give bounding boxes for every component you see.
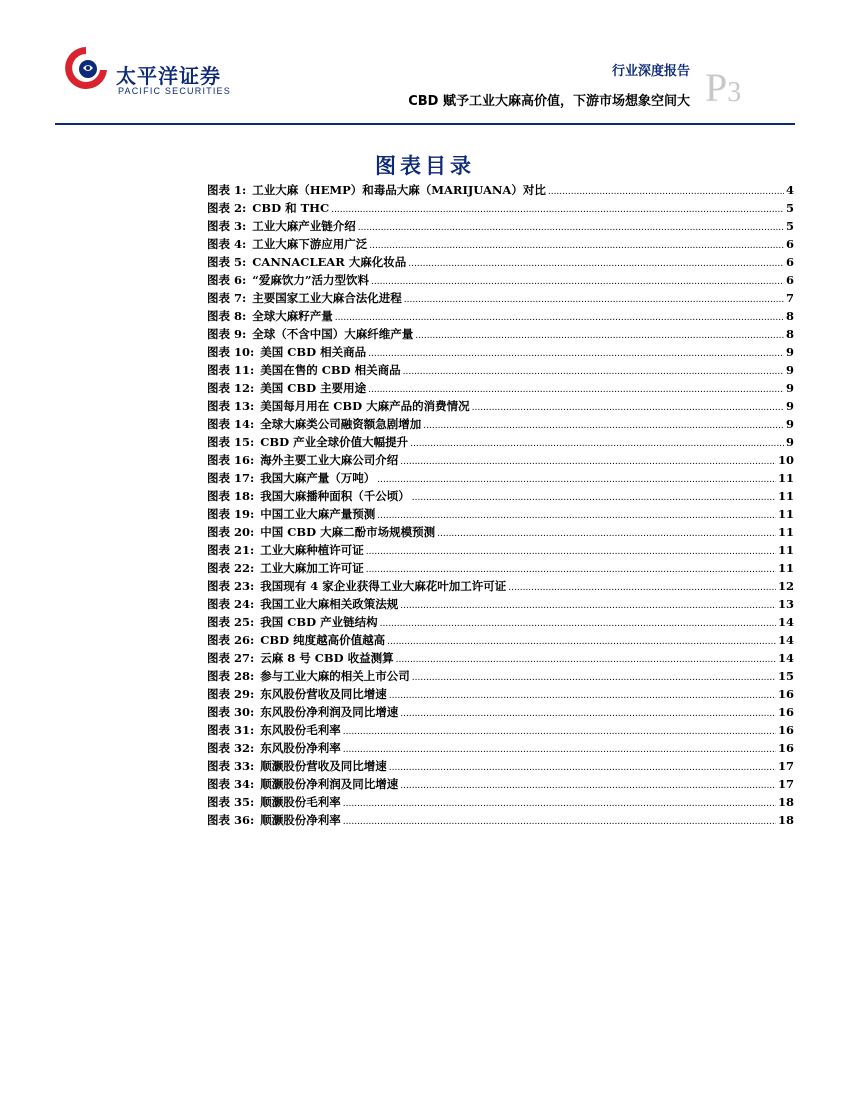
pacific-securities-logo-icon — [62, 44, 110, 92]
toc-dot-leader — [387, 633, 776, 651]
toc-entry[interactable] — [207, 343, 794, 361]
toc-dot-leader — [389, 687, 776, 705]
toc-dot-leader — [366, 543, 776, 561]
toc-entry-label: 图表 27: — [207, 651, 255, 665]
toc-entry-label: 图表 13: — [207, 399, 255, 413]
toc-dot-leader — [400, 777, 776, 795]
toc-entry[interactable] — [207, 451, 794, 469]
toc-entry[interactable] — [207, 307, 794, 325]
toc-entry-label: 图表 30: — [207, 705, 255, 719]
toc-dot-leader — [415, 327, 784, 345]
toc-dot-leader — [343, 741, 776, 759]
toc-entry-title: 美国 CBD 相关商品 — [260, 345, 367, 359]
toc-dot-leader — [412, 669, 776, 687]
toc-entry-page: 8 — [785, 309, 794, 323]
toc-dot-leader — [343, 813, 776, 831]
toc-entry-title: 东风股份毛利率 — [260, 723, 341, 737]
page-digit: 3 — [727, 77, 742, 108]
toc-entry-page: 11 — [777, 471, 794, 485]
toc-entry-page: 15 — [777, 669, 794, 683]
toc-entry-page: 11 — [777, 525, 794, 539]
toc-entry-page: 14 — [777, 633, 794, 647]
toc-entry[interactable] — [207, 379, 794, 397]
toc-entry-label: 图表 21: — [207, 543, 255, 557]
toc-entry[interactable] — [207, 361, 794, 379]
toc-entry-label: 图表 7: — [207, 291, 247, 305]
toc-dot-leader — [369, 237, 784, 255]
toc-entry[interactable] — [207, 721, 794, 739]
toc-entry-title: 全球（不含中国）大麻纤维产量 — [252, 327, 414, 341]
toc-entry[interactable] — [207, 649, 794, 667]
toc-entry[interactable] — [207, 433, 794, 451]
toc-entry[interactable] — [207, 289, 794, 307]
toc-entry-page: 17 — [777, 777, 794, 791]
toc-entry-page: 5 — [785, 201, 794, 215]
toc-entry-title: 顺灏股份净利润及同比增速 — [260, 777, 399, 791]
toc-entry[interactable] — [207, 523, 794, 541]
report-title: CBD 赋予工业大麻高价值，下游市场想象空间大 — [408, 94, 690, 109]
toc-entry-page: 16 — [777, 723, 794, 737]
toc-entry-label: 图表 25: — [207, 615, 255, 629]
toc-entry-title: CANNACLEAR 大麻化妆品 — [252, 255, 407, 269]
toc-entry-page: 7 — [785, 291, 794, 305]
toc-entry[interactable] — [207, 505, 794, 523]
toc-entry-title: CBD 和 THC — [252, 201, 330, 215]
toc-list — [207, 181, 794, 829]
toc-dot-leader — [400, 597, 776, 615]
toc-entry-title: 工业大麻（HEMP）和毒品大麻（MARIJUANA）对比 — [252, 183, 546, 197]
toc-entry[interactable] — [207, 739, 794, 757]
toc-entry-page: 9 — [785, 435, 794, 449]
toc-entry-page: 8 — [785, 327, 794, 341]
toc-entry[interactable] — [207, 757, 794, 775]
toc-entry-page: 11 — [777, 489, 794, 503]
toc-entry-label: 图表 33: — [207, 759, 255, 773]
toc-dot-leader — [472, 399, 784, 417]
toc-dot-leader — [423, 417, 784, 435]
toc-entry-page: 9 — [785, 381, 794, 395]
toc-entry-label: 图表 11: — [207, 363, 255, 377]
toc-entry[interactable] — [207, 775, 794, 793]
toc-entry[interactable] — [207, 217, 794, 235]
toc-entry-label: 图表 14: — [207, 417, 255, 431]
toc-entry-title: CBD 纯度越高价值越高 — [260, 633, 386, 647]
toc-entry-label: 图表 34: — [207, 777, 255, 791]
toc-dot-leader — [404, 291, 784, 309]
toc-entry-title: 我国 CBD 产业链结构 — [260, 615, 378, 629]
toc-entry[interactable] — [207, 559, 794, 577]
toc-dot-leader — [358, 219, 784, 237]
toc-entry-label: 图表 19: — [207, 507, 255, 521]
toc-entry-page: 14 — [777, 651, 794, 665]
toc-entry[interactable] — [207, 631, 794, 649]
toc-entry[interactable] — [207, 811, 794, 829]
toc-entry-title: 工业大麻下游应用广泛 — [252, 237, 368, 251]
toc-entry-page: 11 — [777, 561, 794, 575]
toc-entry-label: 图表 28: — [207, 669, 255, 683]
toc-entry-title: 东风股份净利润及同比增速 — [260, 705, 399, 719]
toc-entry-title: 海外主要工业大麻公司介绍 — [260, 453, 399, 467]
toc-dot-leader — [403, 363, 784, 381]
toc-entry[interactable] — [207, 235, 794, 253]
toc-dot-leader — [508, 579, 776, 597]
toc-entry[interactable] — [207, 325, 794, 343]
toc-entry-page: 10 — [777, 453, 794, 467]
toc-entry-page: 5 — [785, 219, 794, 233]
toc-entry-title: “爱麻饮力”活力型饮料 — [252, 273, 369, 287]
toc-dot-leader — [548, 183, 784, 201]
toc-entry-page: 6 — [785, 273, 794, 287]
toc-entry-page: 16 — [777, 741, 794, 755]
toc-entry-title: 美国在售的 CBD 相关商品 — [260, 363, 401, 377]
report-type: 行业深度报告 — [611, 64, 690, 79]
toc-entry-title: 全球大麻类公司融资额急剧增加 — [260, 417, 422, 431]
toc-entry[interactable] — [207, 487, 794, 505]
toc-entry[interactable] — [207, 667, 794, 685]
toc-entry-label: 图表 22: — [207, 561, 255, 575]
toc-entry[interactable] — [207, 199, 794, 217]
toc-entry-page: 12 — [777, 579, 794, 593]
toc-entry-title: 中国 CBD 大麻二酚市场规模预测 — [260, 525, 436, 539]
toc-entry[interactable] — [207, 271, 794, 289]
toc-dot-leader — [380, 615, 776, 633]
toc-entry-title: 东风股份净利率 — [260, 741, 341, 755]
toc-entry-label: 图表 23: — [207, 579, 255, 593]
toc-dot-leader — [412, 489, 776, 507]
toc-entry-page: 18 — [777, 795, 794, 809]
toc-entry-page: 17 — [777, 759, 794, 773]
toc-entry[interactable] — [207, 703, 794, 721]
toc-dot-leader — [343, 795, 776, 813]
toc-entry-label: 图表 5: — [207, 255, 247, 269]
toc-entry-page: 13 — [777, 597, 794, 611]
toc-entry-page: 11 — [777, 507, 794, 521]
toc-entry-label: 图表 35: — [207, 795, 255, 809]
toc-dot-leader — [377, 471, 776, 489]
toc-entry-label: 图表 16: — [207, 453, 255, 467]
toc-entry-label: 图表 18: — [207, 489, 255, 503]
toc-entry-title: 我国工业大麻相关政策法规 — [260, 597, 399, 611]
toc-entry-page: 9 — [785, 363, 794, 377]
toc-dot-leader — [377, 507, 776, 525]
toc-entry-label: 图表 4: — [207, 237, 247, 251]
header-divider — [55, 123, 795, 125]
toc-entry[interactable] — [207, 415, 794, 433]
toc-entry-title: 顺灏股份毛利率 — [260, 795, 341, 809]
toc-entry[interactable] — [207, 793, 794, 811]
brand-name-en: PACIFIC SECURITIES — [118, 86, 231, 96]
toc-entry-page: 9 — [785, 417, 794, 431]
brand-name-cn: 太平洋证券 — [116, 64, 221, 88]
toc-entry-label: 图表 20: — [207, 525, 255, 539]
toc-entry[interactable] — [207, 685, 794, 703]
toc-entry-label: 图表 32: — [207, 741, 255, 755]
toc-entry[interactable] — [207, 541, 794, 559]
toc-entry-label: 图表 15: — [207, 435, 255, 449]
toc-dot-leader — [410, 435, 784, 453]
toc-entry-title: 参与工业大麻的相关上市公司 — [260, 669, 410, 683]
toc-entry-label: 图表 8: — [207, 309, 247, 323]
toc-entry-title: 我国大麻产量（万吨） — [260, 471, 376, 485]
page-number — [705, 65, 742, 113]
toc-entry[interactable] — [207, 181, 794, 199]
toc-entry-label: 图表 17: — [207, 471, 255, 485]
toc-entry[interactable] — [207, 469, 794, 487]
toc-dot-leader — [408, 255, 784, 273]
toc-entry-label: 图表 31: — [207, 723, 255, 737]
toc-entry-label: 图表 9: — [207, 327, 247, 341]
toc-entry-label: 图表 10: — [207, 345, 255, 359]
toc-entry-title: 中国工业大麻产量预测 — [260, 507, 376, 521]
toc-entry[interactable] — [207, 577, 794, 595]
toc-entry[interactable] — [207, 253, 794, 271]
toc-entry[interactable] — [207, 613, 794, 631]
toc-dot-leader — [343, 723, 776, 741]
toc-dot-leader — [371, 273, 784, 291]
page-letter: P — [705, 65, 728, 110]
toc-entry-title: 东风股份营收及同比增速 — [260, 687, 387, 701]
toc-entry-page: 11 — [777, 543, 794, 557]
page-header — [0, 0, 850, 130]
toc-entry-page: 9 — [785, 345, 794, 359]
toc-entry-title: 我国大麻播种面积（千公顷） — [260, 489, 410, 503]
toc-entry-label: 图表 2: — [207, 201, 247, 215]
toc-entry-label: 图表 26: — [207, 633, 255, 647]
toc-dot-leader — [437, 525, 776, 543]
toc-dot-leader — [400, 705, 776, 723]
toc-entry[interactable] — [207, 595, 794, 613]
toc-entry-title: 顺灏股份营收及同比增速 — [260, 759, 387, 773]
toc-entry-title: 我国现有 4 家企业获得工业大麻花叶加工许可证 — [260, 579, 507, 593]
toc-entry-page: 16 — [777, 705, 794, 719]
toc-entry-title: 美国每月用在 CBD 大麻产品的消费情况 — [260, 399, 470, 413]
toc-entry-title: CBD 产业全球价值大幅提升 — [260, 435, 409, 449]
toc-entry-title: 全球大麻籽产量 — [252, 309, 333, 323]
toc-dot-leader — [400, 453, 776, 471]
toc-entry-title: 工业大麻种植许可证 — [260, 543, 364, 557]
toc-entry-page: 16 — [777, 687, 794, 701]
toc-entry-label: 图表 29: — [207, 687, 255, 701]
toc-entry-label: 图表 3: — [207, 219, 247, 233]
toc-dot-leader — [389, 759, 776, 777]
toc-entry-title: 工业大麻加工许可证 — [260, 561, 364, 575]
toc-entry-label: 图表 24: — [207, 597, 255, 611]
toc-entry-title: 主要国家工业大麻合法化进程 — [252, 291, 402, 305]
toc-entry-page: 4 — [785, 183, 794, 197]
toc-entry[interactable] — [207, 397, 794, 415]
toc-entry-title: 顺灏股份净利率 — [260, 813, 341, 827]
toc-entry-page: 9 — [785, 399, 794, 413]
toc-entry-label: 图表 12: — [207, 381, 255, 395]
toc-entry-label: 图表 1: — [207, 183, 247, 197]
toc-dot-leader — [331, 201, 784, 219]
toc-entry-label: 图表 6: — [207, 273, 247, 287]
toc-entry-page: 6 — [785, 237, 794, 251]
toc-title: 图表目录 — [375, 154, 475, 178]
toc-entry-title: 云麻 8 号 CBD 收益测算 — [260, 651, 394, 665]
toc-dot-leader — [396, 651, 776, 669]
toc-entry-page: 14 — [777, 615, 794, 629]
toc-entry-title: 美国 CBD 主要用途 — [260, 381, 367, 395]
toc-entry-page: 18 — [777, 813, 794, 827]
toc-dot-leader — [368, 345, 784, 363]
toc-entry-label: 图表 36: — [207, 813, 255, 827]
toc-entry-title: 工业大麻产业链介绍 — [252, 219, 356, 233]
toc-entry-page: 6 — [785, 255, 794, 269]
